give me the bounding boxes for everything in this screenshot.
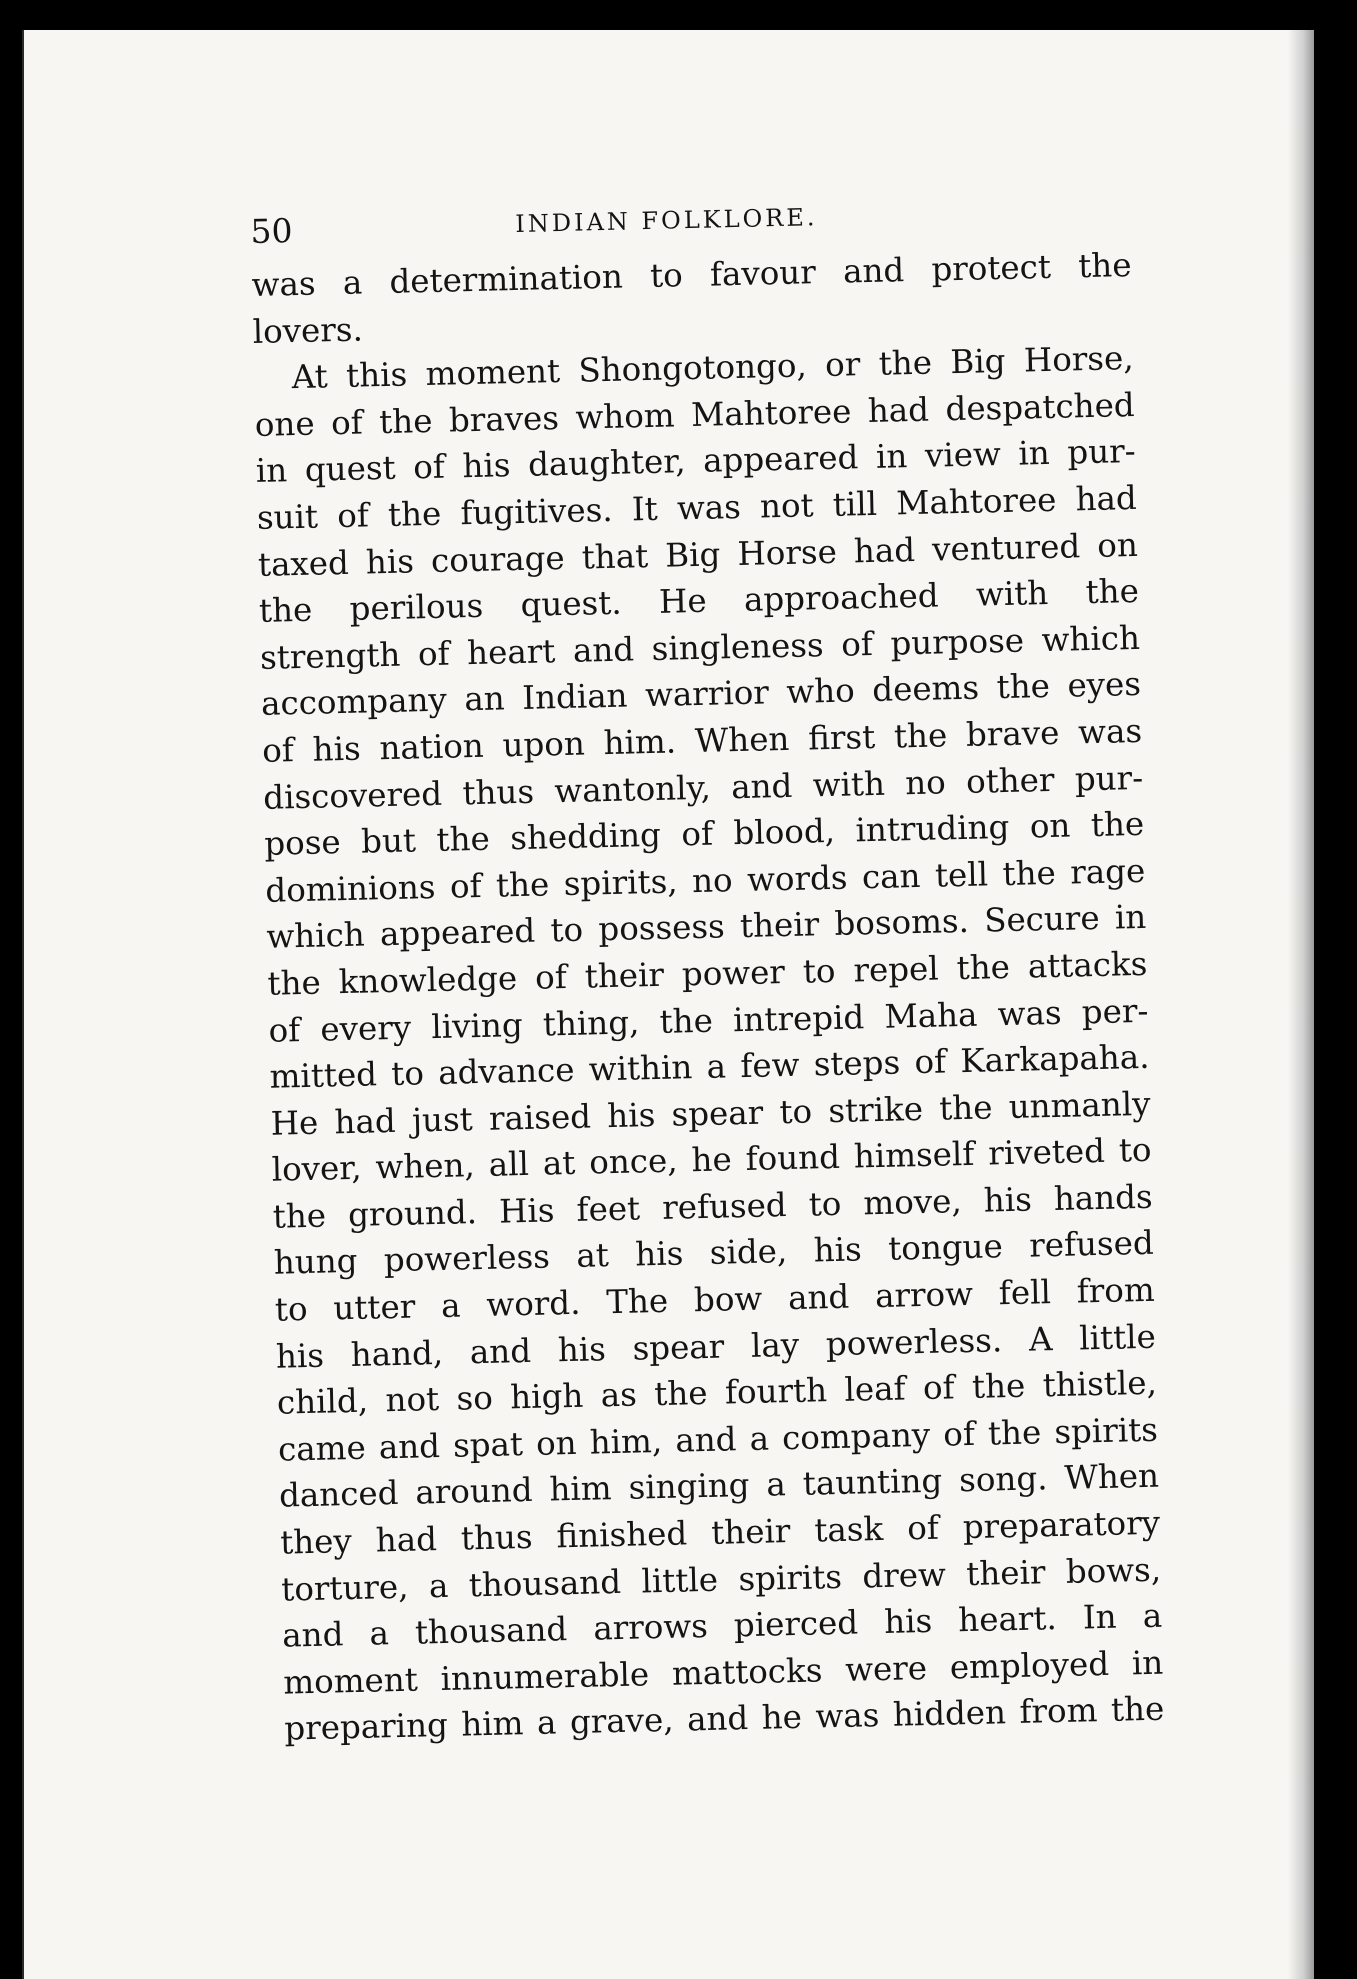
paragraph-start-line: At this moment Shongotongo, or the Big Horse, (291, 339, 1134, 397)
text-line: lovers. (252, 310, 364, 351)
text-line: the ground. His feet refused to move, his hands (272, 1177, 1154, 1236)
text-line: child, not so high as the fourth leaf of the thistle, (276, 1363, 1158, 1422)
page-number: 50 (250, 211, 293, 251)
text-line: moment innumerable mattocks were employed in (282, 1643, 1164, 1702)
text-line: preparing him a grave, and he was hidden from the (283, 1690, 1165, 1749)
text-line: the knowledge of their power to repel the attacks (267, 944, 1148, 1003)
text-line: discovered thus wantonly, and with no other pur- (262, 758, 1144, 817)
text-line: was a determination to favour and protect the (251, 246, 1132, 304)
text-line: pose but the shedding of blood, intruding on the (263, 805, 1145, 863)
text-line: in quest of his daughter, appeared in view in pur- (255, 432, 1137, 491)
text-line: and a thousand arrows pierced his heart. In a (281, 1596, 1163, 1655)
text-line: accompany an Indian warrior who deems the eyes (260, 665, 1142, 724)
text-line: dominions of the spirits, no words can tell the rage (264, 851, 1146, 910)
text-line: came and spat on him, and a company of the spirits (277, 1410, 1159, 1469)
running-title: INDIAN FOLKLORE. (515, 203, 818, 238)
text-line: He had just raised his spear to strike the unmanly (270, 1084, 1151, 1143)
text-line: hung powerless at his side, his tongue refused (273, 1224, 1155, 1283)
text-line: lover, when, all at once, he found himself riveted to (271, 1131, 1152, 1190)
text-line: taxed his courage that Big Horse had ventured on (257, 525, 1139, 584)
page-edge-shadow (1288, 30, 1314, 1979)
text-line: suit of the fugitives. It was not till Mahtoree had (256, 478, 1138, 537)
text-line: of his nation upon him. When first the brave was (261, 711, 1143, 770)
text-line: they had thus finished their task of preparatory (279, 1503, 1161, 1562)
text-line: mitted to advance within a few steps of Karkapaha. (269, 1037, 1150, 1096)
text-line: strength of heart and singleness of purpose which (259, 618, 1141, 677)
text-line: which appeared to possess their bosoms. Secure in (266, 898, 1147, 957)
text-line: one of the braves whom Mahtoree had despatched (254, 385, 1136, 444)
text-line: his hand, and his spear lay powerless. A little (275, 1317, 1157, 1376)
text-line: torture, a thousand little spirits drew their bows, (280, 1550, 1162, 1609)
text-line: danced around him singing a taunting song. When (278, 1457, 1160, 1516)
text-line: of every living thing, the intrepid Maha was per- (268, 991, 1149, 1050)
text-block (250, 191, 1205, 1752)
text-line: the perilous quest. He approached with the (258, 572, 1140, 631)
text-line: to utter a word. The bow and arrow fell from (274, 1270, 1156, 1329)
